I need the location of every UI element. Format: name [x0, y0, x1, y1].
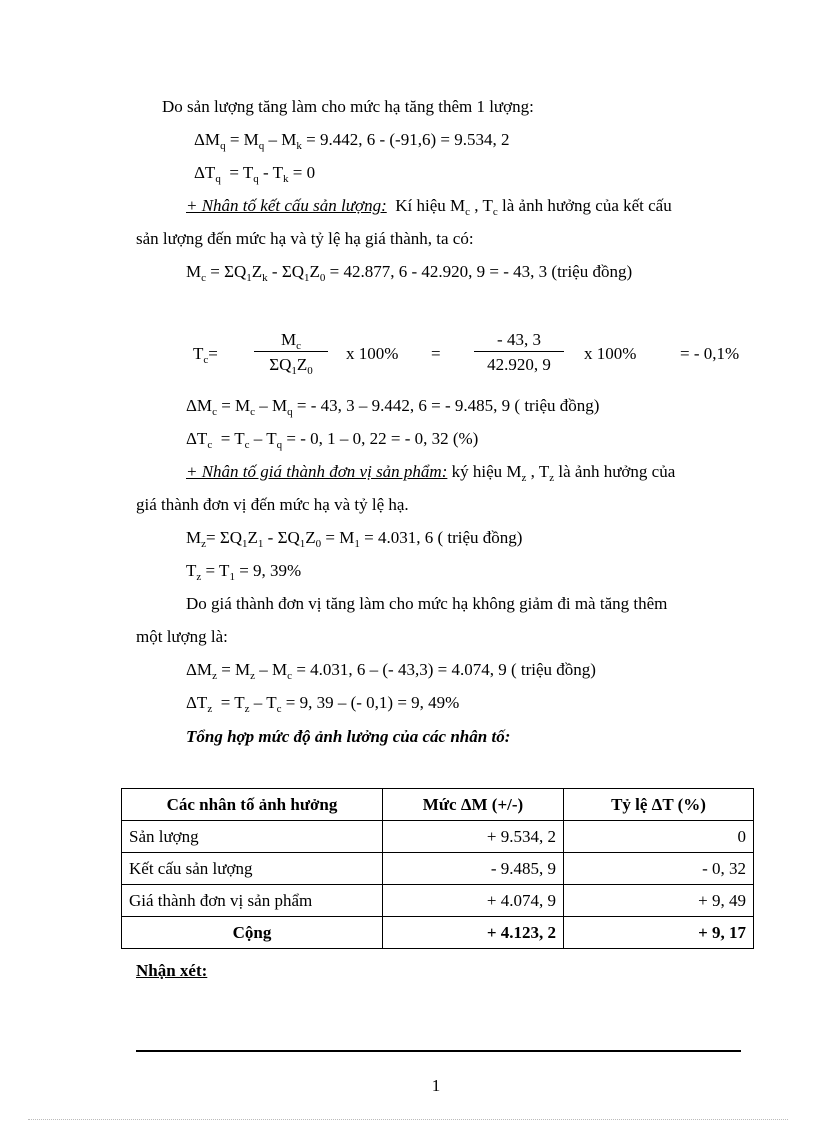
table-row — [122, 853, 754, 885]
equation-delta-mq: $\Delta M_q = M_q - M_k = 9.442$, 6 - (-91,6) = 9.534, 2 — [194, 130, 510, 152]
table-total-row — [122, 917, 754, 949]
fraction-1 — [254, 329, 328, 378]
equation-value: = - 0, 1 – 0, 22 = - 0, 32 (%) — [282, 429, 479, 448]
text-line — [186, 593, 667, 615]
text: Do sản lượng tăng làm cho mức hạ tăng thêm 1 lượng: — [162, 97, 534, 116]
equation-delta-mz: $\Delta M_z = M_z - M_c = 4.031$, 6 – (- 43,3) = 4.074, 9 ( triệu đồng) — [186, 660, 596, 682]
column-header: Tỷ lệ ΔT (%) — [564, 789, 754, 821]
equation-value: = 9, 39 – (- 0,1) = 9, 49% — [281, 693, 460, 712]
table-cell: Cộng — [122, 917, 383, 949]
denominator: 42.920, 9 — [474, 351, 564, 378]
text-line — [136, 626, 228, 648]
equation-delta-mc: $\Delta M_c = M_c - M_q$ = - 43, 3 – 9.442, 6 = - 9.485, 9 ( triệu đồng) — [186, 396, 600, 418]
section-heading: + Nhân tố giá thành đơn vị sản phẩm: — [186, 462, 448, 481]
equation-value: = - 43, 3 – 9.442, 6 = - 9.485, 9 ( triệu đồng) — [292, 396, 600, 415]
equation-delta-tq: $\Delta T_q = T_q - T_k = 0$ — [194, 163, 316, 185]
equation-value: = 4.031, 6 – (- 43,3) = 4.074, 9 ( triệu đồng) — [292, 660, 596, 679]
numerator: $M_c$ — [280, 330, 301, 352]
text: là ảnh hưởng của — [554, 462, 676, 481]
equation-delta-tz: $\Delta T_z = T_z - T_c = 9$, 39 – (- 0,1) = 9, 49% — [186, 693, 460, 715]
table-cell: Giá thành đơn vị sản phẩm — [122, 885, 383, 917]
equation-mc: $M_c = \Sigma Q_1Z_k - \Sigma Q_1Z_0 = 42.877$, 6 - 42.920, 9 = - 43, 3 (triệu đồng) — [186, 262, 633, 284]
table-cell: - 9.485, 9 — [383, 853, 564, 885]
footer-divider — [136, 1050, 741, 1052]
text: giá thành đơn vị đến mức hạ và tỷ lệ hạ. — [136, 495, 409, 514]
table-cell: + 9.534, 2 — [383, 821, 564, 853]
table-cell: Sản lượng — [122, 821, 383, 853]
equation-value: = 0 — [288, 163, 316, 182]
page-edge-dotted-line — [28, 1119, 788, 1120]
column-header: Mức ΔM (+/-) — [383, 789, 564, 821]
text: một lượng là: — [136, 627, 228, 646]
equation-tc-label: $T_c=$ — [193, 344, 218, 366]
table-cell: 0 — [564, 821, 754, 853]
text: T — [193, 344, 204, 363]
equation-value: = 42.877, 6 - 42.920, 9 = - 43, 3 (triệu đồng) — [325, 262, 633, 281]
text-line — [136, 494, 409, 516]
table-cell: + 9, 49 — [564, 885, 754, 917]
table-cell: + 4.074, 9 — [383, 885, 564, 917]
result: = - 0,1% — [680, 344, 740, 363]
text-line — [162, 96, 534, 118]
denominator: $\Sigma Q_1Z_0$ — [254, 351, 328, 378]
equation-value: = 4.031, 6 ( triệu đồng) — [359, 528, 523, 547]
column-header: Các nhân tố ảnh hưởng — [122, 789, 383, 821]
text-line — [136, 228, 474, 250]
numerator: - 43, 3 — [497, 330, 541, 349]
text-line: + Nhân tố kết cấu sản lượng: Kí hiệu $M_c$ , $T_c$ là ảnh hưởng của kết cấu — [186, 196, 672, 218]
equation-tz: $T_z = T_1 = 9$, 39% — [186, 561, 302, 583]
section-heading: + Nhân tố kết cấu sản lượng: — [186, 196, 387, 215]
table-header-row — [122, 789, 754, 821]
remark-heading: Nhận xét: — [136, 961, 208, 980]
summary-heading: Tổng hợp mức độ ảnh lưởng của các nhân tố: — [186, 727, 511, 746]
text: x 100% — [584, 344, 637, 363]
table-cell: Kết cấu sản lượng — [122, 853, 383, 885]
text: là ảnh hưởng của kết cấu — [497, 196, 672, 215]
page-number: 1 — [431, 1076, 441, 1095]
fraction-2 — [474, 329, 564, 378]
equation-mz: $M_z= \Sigma Q_1Z_1 - \Sigma Q_1Z_0 = M_1 = 4.031$, 6 ( triệu đồng) — [186, 528, 523, 550]
text: x 100% — [346, 344, 399, 363]
text: sản lượng đến mức hạ và tỷ lệ hạ giá thành, ta có: — [136, 229, 474, 248]
table-cell: + 9, 17 — [564, 917, 754, 949]
text-line: + Nhân tố giá thành đơn vị sản phẩm: ký hiệu $M_z$ , $T_z$ là ảnh hưởng của — [186, 462, 676, 484]
table-cell: - 0, 32 — [564, 853, 754, 885]
text: Do giá thành đơn vị tăng làm cho mức hạ không giảm đi mà tăng thêm — [186, 594, 668, 613]
table-cell: + 4.123, 2 — [383, 917, 564, 949]
summary-table — [121, 788, 754, 949]
equation-delta-tc: $\Delta T_c = T_c - T_q$ = - 0, 1 – 0, 22 = - 0, 32 (%) — [186, 429, 479, 451]
text: = — [431, 344, 441, 363]
equation-value: = 9, 39% — [234, 561, 302, 580]
table-row — [122, 885, 754, 917]
equation-value: = 9.442, 6 - (-91,6) = 9.534, 2 — [301, 130, 510, 149]
table-row — [122, 821, 754, 853]
